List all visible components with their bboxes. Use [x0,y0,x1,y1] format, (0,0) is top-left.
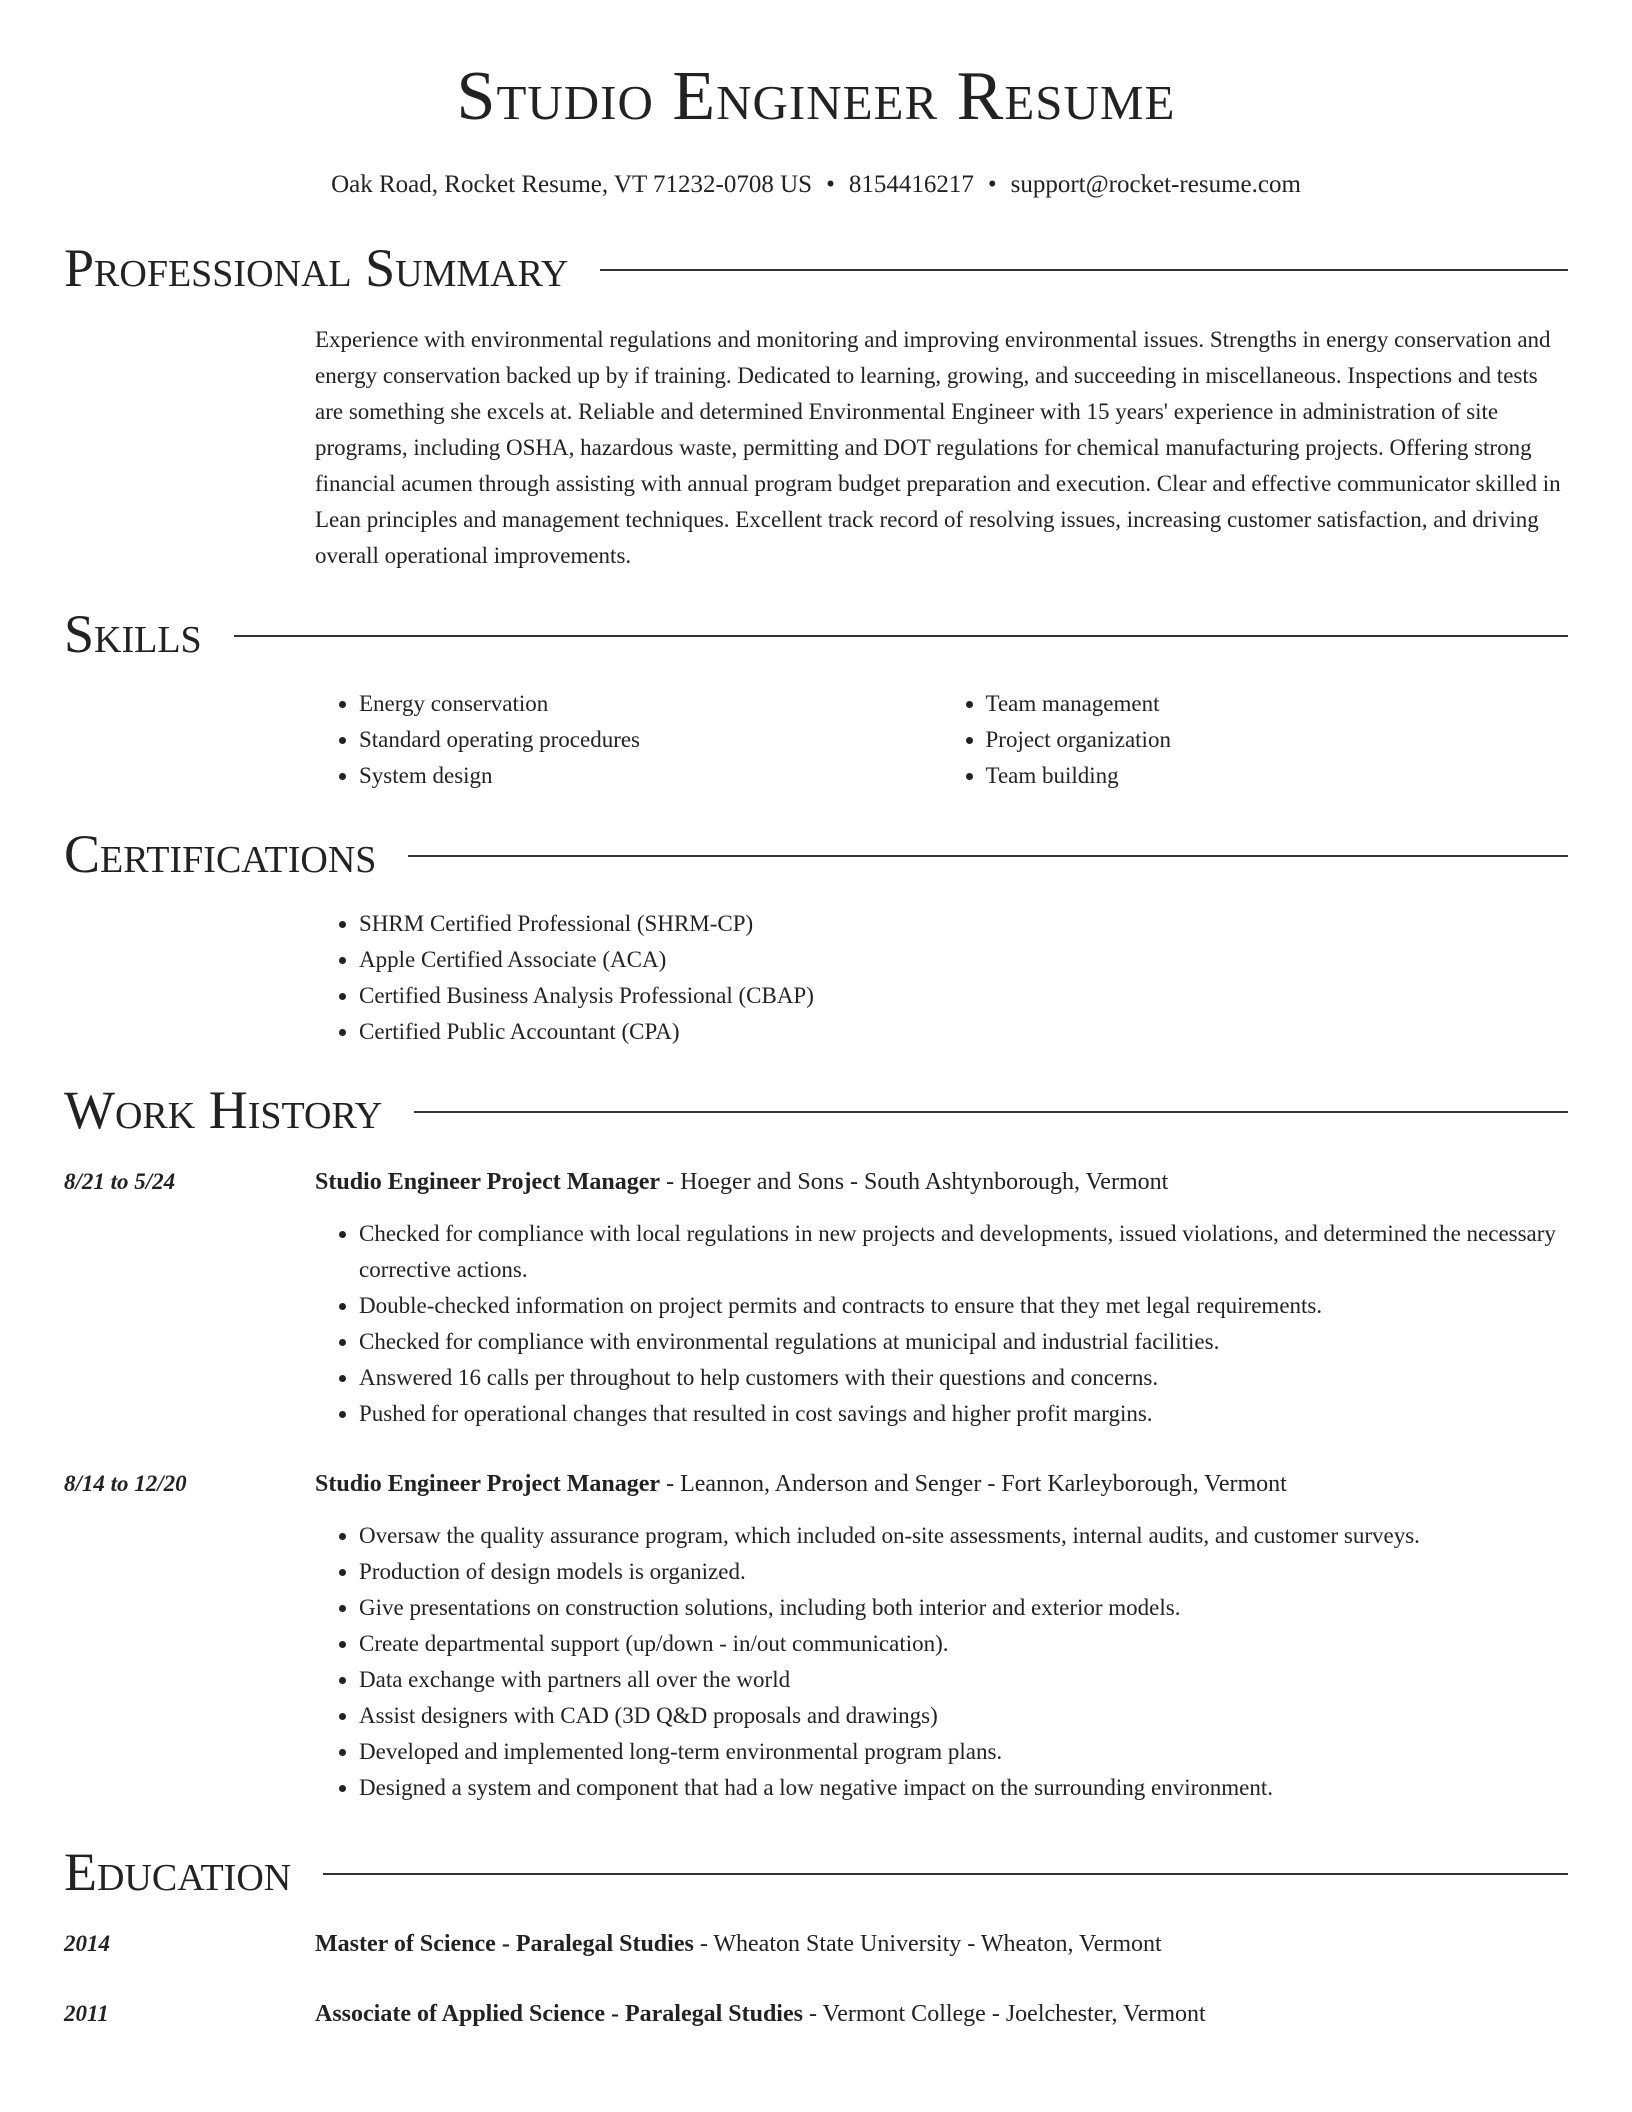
skills-section [64,604,1568,794]
education-entry [64,1926,1568,1962]
summary-section [64,238,1568,574]
education-year: 2014 [64,1931,110,1956]
certification-item: • Certified Public Accountant (CPA) [359,1014,1568,1050]
job-employer: - Hoeger and Sons - South Ashtynborough, Vermont [660,1169,1169,1195]
education-degree: Associate of Applied Science - Paralegal Studies [315,2001,803,2027]
work-history-heading: Work History [64,1080,383,1140]
contact-line [64,168,1568,202]
job-employer: - Leannon, Anderson and Senger - Fort Karleyborough, Vermont [660,1471,1287,1497]
education-school: - Vermont College - Joelchester, Vermont [802,2001,1206,2027]
skills-grid [315,686,1568,794]
certification-item: • Certified Business Analysis Professional (CBAP) [359,978,1568,1014]
contact-email: support@rocket-resume.com [1010,171,1301,198]
job-entry [64,1466,1568,1806]
job-duty-item: • Production of design models is organized. [359,1554,1568,1590]
job-entry [64,1164,1568,1432]
contact-separator: • [826,171,835,198]
job-title: Studio Engineer Project Manager [315,1169,661,1195]
job-duty-item: • Designed a system and component that had a low negative impact on the surrounding environment. [359,1770,1568,1806]
work-history-section-header [64,1080,1568,1140]
section-divider [234,635,1568,637]
job-duty-item: • Double-checked information on project permits and contracts to ensure that they met legal requirements. [359,1288,1568,1324]
summary-heading: Professional Summary [64,238,569,298]
education-details [315,1996,1568,2032]
certification-item: • SHRM Certified Professional (SHRM-CP) [359,906,1568,942]
job-duty-item: • Give presentations on construction solutions, including both interior and exterior models. [359,1590,1568,1626]
certifications-list-wrap [315,906,1568,1050]
section-divider [414,1111,1568,1113]
skills-list-right [942,686,1569,794]
job-duty-item: • Create departmental support (up/down - in/out communication). [359,1626,1568,1662]
job-header [315,1466,1568,1502]
job-duty-item: • Answered 16 calls per throughout to help customers with their questions and concerns. [359,1360,1568,1396]
job-duty-item: • Checked for compliance with local regulations in new projects and developments, issued violations, and determined the necessary corrective actions. [359,1216,1568,1288]
job-dates: 8/14 to 12/20 [64,1471,187,1496]
job-duty-item: • Developed and implemented long-term environmental program plans. [359,1734,1568,1770]
job-duty-item: • Checked for compliance with environmental regulations at municipal and industrial facilities. [359,1324,1568,1360]
contact-address: Oak Road, Rocket Resume, VT 71232-0708 US [331,171,813,198]
job-duties [315,1518,1568,1806]
education-entry [64,1996,1568,2032]
education-section [64,1842,1568,2032]
job-duty-item: • Pushed for operational changes that resulted in cost savings and higher profit margins. [359,1396,1568,1432]
job-duty-item: • Data exchange with partners all over the world [359,1662,1568,1698]
skill-item: • Standard operating procedures [359,722,942,758]
education-year: 2011 [64,2001,109,2026]
job-duty-item: • Oversaw the quality assurance program, which included on-site assessments, internal audits, and customer surveys. [359,1518,1568,1554]
skills-section-header [64,604,1568,664]
skill-item: • Project organization [986,722,1569,758]
work-history-section [64,1080,1568,1806]
skills-heading: Skills [64,604,202,664]
skill-item: • Energy conservation [359,686,942,722]
summary-text: Experience with environmental regulations and monitoring and improving environmental issues. Strengths in energy conservation and energy conservation backed up by if training. Dedicated to learning, growing, and succeeding in miscellaneous. Inspections and tests are something she excels at. Reliable and determined Environmental Engineer with 15 years' experience in administration of site programs, including OSHA, hazardous waste, permitting and DOT regulations for chemical manufacturing projects. Offering strong financial acumen through assisting with annual program budget preparation and execution. Clear and effective communicator skilled in Lean principles and management techniques. Excellent track record of resolving issues, increasing customer satisfaction, and driving overall operational improvements. [315,327,1561,568]
education-heading: Education [64,1842,292,1902]
certifications-section-header [64,824,1568,884]
job-duties [315,1216,1568,1432]
section-divider [408,855,1568,857]
skills-list-left [315,686,942,794]
certifications-list [315,906,1568,1050]
summary-section-header [64,238,1568,298]
section-divider [600,269,1568,271]
education-degree: Master of Science - Paralegal Studies [315,1931,694,1957]
job-duty-item: • Assist designers with CAD (3D Q&D proposals and drawings) [359,1698,1568,1734]
certifications-heading: Certifications [64,824,377,884]
certifications-section [64,824,1568,1050]
skill-item: • Team management [986,686,1569,722]
skill-item: • Team building [986,758,1569,794]
job-title: Studio Engineer Project Manager [315,1471,661,1497]
job-dates: 8/21 to 5/24 [64,1169,176,1194]
education-school: - Wheaton State University - Wheaton, Vermont [693,1931,1162,1957]
education-details [315,1926,1568,1962]
contact-phone: 8154416217 [848,171,974,198]
contact-separator: • [987,171,997,198]
resume-title: Studio Engineer Resume [456,58,1176,135]
job-details [315,1164,1568,1432]
education-section-header [64,1842,1568,1902]
certification-item: • Apple Certified Associate (ACA) [359,942,1568,978]
job-header [315,1164,1568,1200]
skill-item: • System design [359,758,942,794]
section-divider [323,1873,1568,1875]
job-details [315,1466,1568,1806]
